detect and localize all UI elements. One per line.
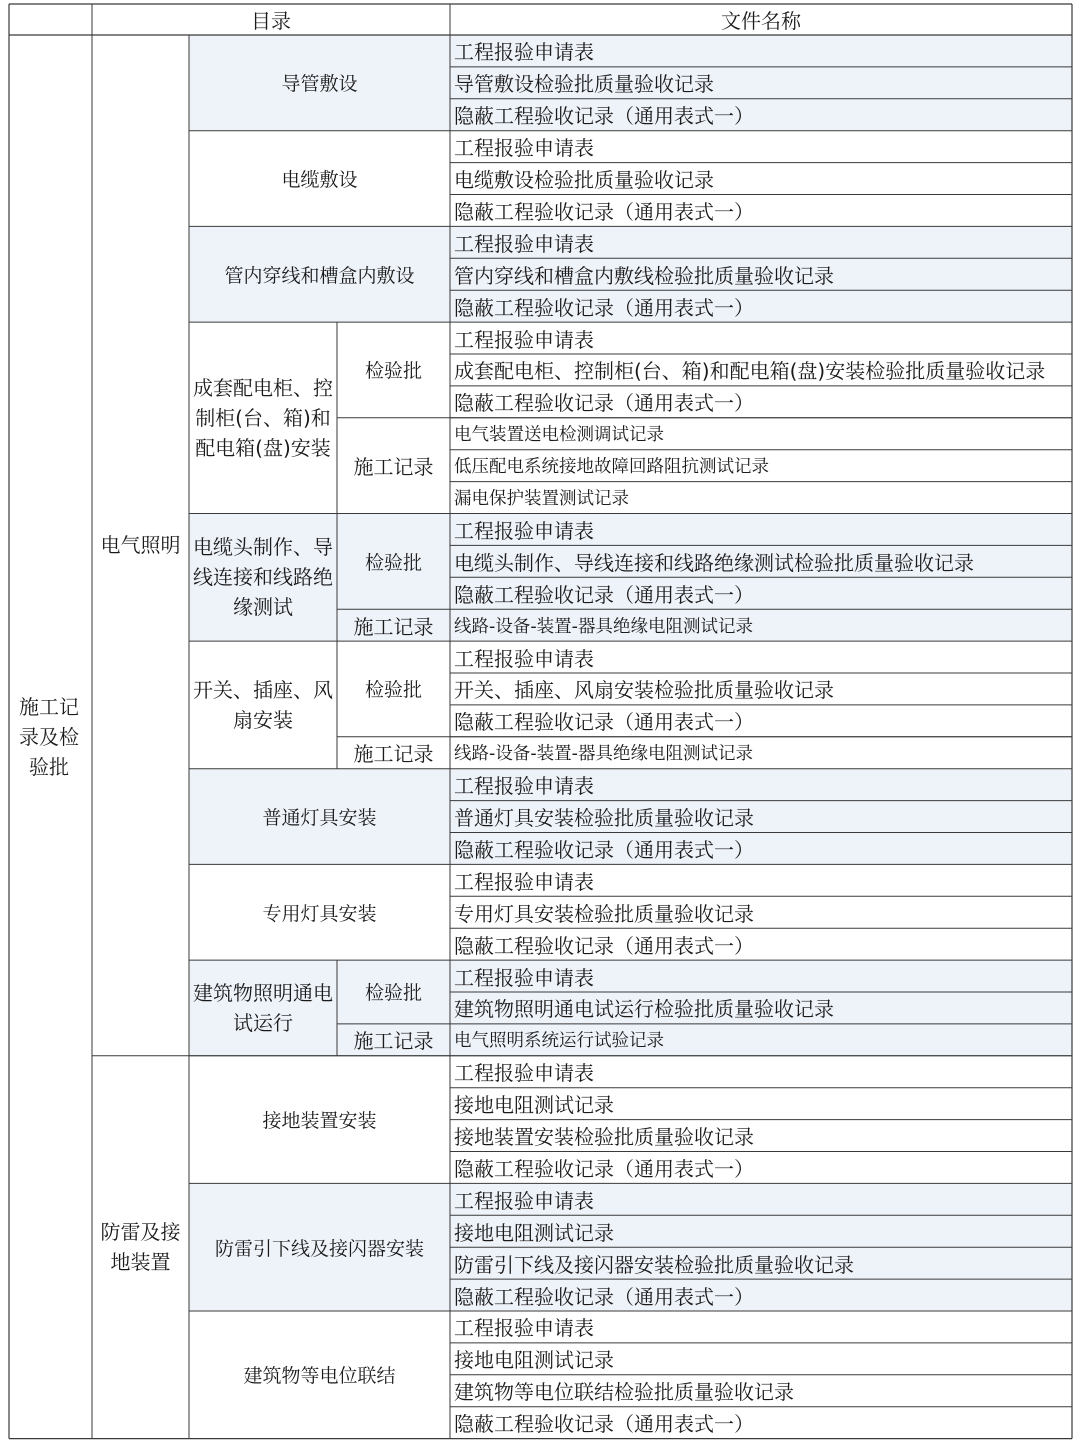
file-name-cell: 工程报验申请表	[454, 40, 594, 65]
file-name-cell: 隐蔽工程验收记录（通用表式一）	[454, 391, 754, 416]
item-name-cell: 开关、插座、风扇安装	[193, 677, 333, 732]
item-name-cell: 接地装置安装	[262, 1110, 377, 1133]
item-name-cell: 电缆头制作、导线连接和线路绝缘测试	[193, 535, 333, 620]
file-name-cell: 电气照明系统运行试验记录	[454, 1031, 664, 1052]
item-name-cell: 成套配电柜、控制柜(台、箱)和配电箱(盘)安装	[193, 375, 333, 460]
item-name-cell: 建筑物等电位联结	[243, 1365, 396, 1388]
file-name-cell: 工程报验申请表	[454, 1316, 594, 1341]
file-name-cell: 隐蔽工程验收记录（通用表式一）	[454, 199, 754, 224]
sub-type-cell: 施工记录	[353, 742, 434, 767]
file-name-cell: 隐蔽工程验收记录（通用表式一）	[454, 710, 754, 735]
sub-type-cell: 施工记录	[353, 455, 434, 480]
file-name-cell: 隐蔽工程验收记录（通用表式一）	[454, 104, 754, 129]
item-name-cell: 专用灯具安装	[262, 902, 377, 925]
file-name-cell: 电缆头制作、导线连接和线路绝缘测试检验批质量验收记录	[454, 550, 974, 575]
file-name-cell: 隐蔽工程验收记录（通用表式一）	[454, 1412, 754, 1437]
sub-type-cell: 施工记录	[353, 1029, 434, 1054]
item-name-cell: 建筑物照明通电试运行	[193, 980, 333, 1035]
file-name-cell: 电气装置送电检测调试记录	[454, 425, 664, 446]
file-name-cell: 防雷引下线及接闪器安装检验批质量验收记录	[454, 1252, 854, 1277]
file-name-cell: 开关、插座、风扇安装检验批质量验收记录	[454, 678, 834, 703]
file-name-cell: 导管敷设检验批质量验收记录	[454, 72, 714, 97]
header-catalog: 目录	[251, 9, 291, 33]
sub-type-cell: 检验批	[364, 679, 422, 702]
file-name-cell: 工程报验申请表	[454, 1188, 594, 1213]
sub-type-cell: 检验批	[364, 982, 422, 1005]
file-name-cell: 工程报验申请表	[454, 231, 594, 256]
file-name-cell: 建筑物等电位联结检验批质量验收记录	[454, 1380, 794, 1405]
file-name-cell: 接地装置安装检验批质量验收记录	[454, 1125, 754, 1150]
item-name-cell: 普通灯具安装	[262, 807, 377, 830]
file-name-cell: 工程报验申请表	[454, 327, 594, 352]
file-name-cell: 工程报验申请表	[454, 965, 594, 990]
item-name-cell: 导管敷设	[281, 73, 358, 96]
file-name-cell: 隐蔽工程验收记录（通用表式一）	[454, 1284, 754, 1309]
file-name-cell: 隐蔽工程验收记录（通用表式一）	[454, 837, 754, 862]
file-name-cell: 电缆敷设检验批质量验收记录	[454, 168, 714, 193]
file-name-cell: 工程报验申请表	[454, 1061, 594, 1086]
file-name-cell: 工程报验申请表	[454, 869, 594, 894]
file-name-cell: 工程报验申请表	[454, 136, 594, 161]
file-name-cell: 专用灯具安装检验批质量验收记录	[454, 901, 754, 926]
file-name-cell: 隐蔽工程验收记录（通用表式一）	[454, 582, 754, 607]
file-name-cell: 隐蔽工程验收记录（通用表式一）	[454, 295, 754, 320]
file-name-cell: 接地电阻测试记录	[454, 1348, 614, 1373]
header-file-name: 文件名称	[721, 9, 801, 33]
file-name-cell: 工程报验申请表	[454, 518, 594, 543]
sub-type-cell: 检验批	[364, 551, 422, 574]
file-name-cell: 隐蔽工程验收记录（通用表式一）	[454, 933, 754, 958]
group-name-cell: 防雷及接地装置	[100, 1220, 181, 1275]
file-name-cell: 工程报验申请表	[454, 774, 594, 799]
group-name-cell: 电气照明	[100, 533, 181, 558]
file-name-cell: 低压配电系统接地故障回路阻抗测试记录	[454, 457, 769, 478]
file-name-cell: 接地电阻测试记录	[454, 1093, 614, 1118]
file-name-cell: 线路-设备-装置-器具绝缘电阻测试记录	[454, 744, 753, 765]
file-name-cell: 接地电阻测试记录	[454, 1220, 614, 1245]
sub-type-cell: 施工记录	[353, 614, 434, 639]
file-name-cell: 管内穿线和槽盒内敷线检验批质量验收记录	[454, 263, 834, 288]
item-name-cell: 管内穿线和槽盒内敷设	[224, 264, 415, 287]
level1-cell: 施工记录及检验批	[19, 694, 79, 779]
file-name-cell: 建筑物照明通电试运行检验批质量验收记录	[454, 997, 834, 1022]
file-name-cell: 隐蔽工程验收记录（通用表式一）	[454, 1156, 754, 1181]
item-name-cell: 防雷引下线及接闪器安装	[214, 1237, 424, 1260]
item-name-cell: 电缆敷设	[281, 169, 358, 192]
file-name-cell: 普通灯具安装检验批质量验收记录	[454, 806, 754, 831]
sub-type-cell: 检验批	[364, 360, 422, 383]
file-name-cell: 成套配电柜、控制柜(台、箱)和配电箱(盘)安装检验批质量验收记录	[454, 359, 1046, 384]
file-name-cell: 漏电保护装置测试记录	[454, 489, 629, 510]
file-name-cell: 线路-设备-装置-器具绝缘电阻测试记录	[454, 616, 753, 637]
file-name-cell: 工程报验申请表	[454, 646, 594, 671]
